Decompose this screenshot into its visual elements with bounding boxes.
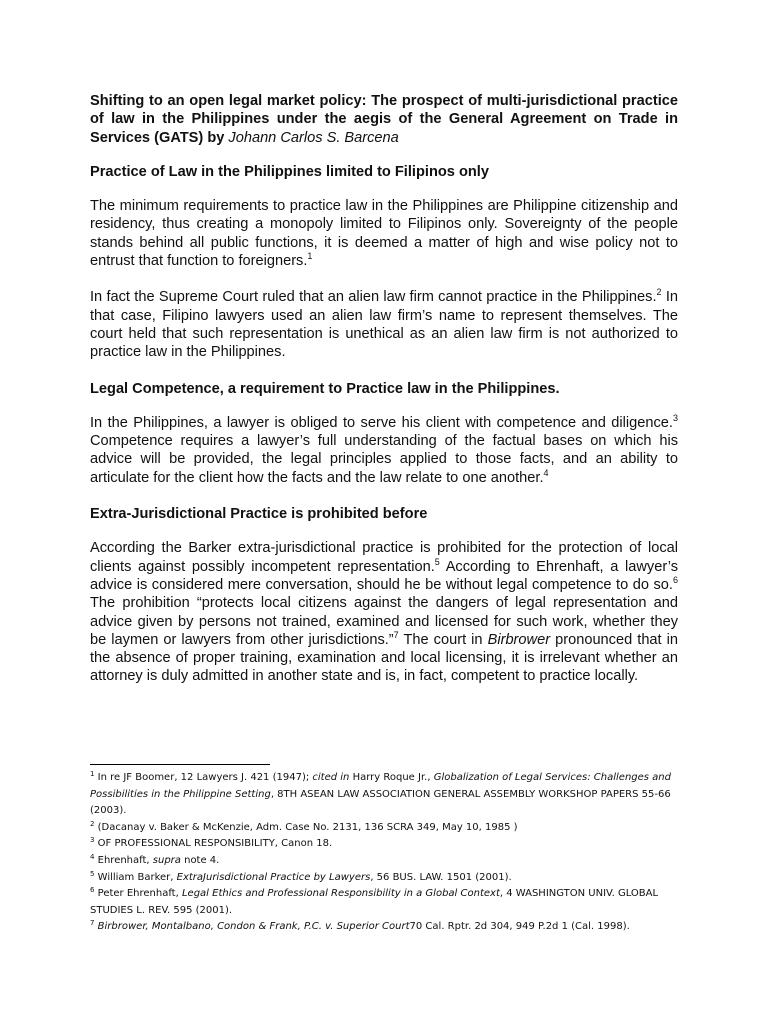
footnote-ref-3[interactable]: 3 <box>672 412 678 423</box>
document-body <box>90 92 678 704</box>
section-heading-practice: Practice of Law in the Philippines limited to Filipinos only <box>90 163 489 180</box>
paragraph-supreme-court: In fact the Supreme Court ruled that an alien law firm cannot practice in the Philippines.$^2$ In that case, Filipino lawyers used an alien law firm’s name to represent themselves. The court held that such representation is unethical as an alien law firm is not authorized to practice law in the Philippines. <box>90 287 678 361</box>
footnote-ref-6[interactable]: 6 <box>672 574 678 585</box>
footnote-1: $^1$ In re JF Boomer, 12 Lawyers J. 421 (1947); cited in Harry Roque Jr., Globalization of Legal Services: Challenges and Possibilities in the Philippine Setting, 8TH ASEAN LAW ASSOCIATION GENERAL ASSEMBLY WORKSHOP PAPERS 55-66 (2003). <box>90 770 671 817</box>
footnotes <box>90 770 690 936</box>
section-heading-competence: Legal Competence, a requirement to Practice law in the Philippines. <box>90 380 560 397</box>
footnote-2: $^2$ (Dacanay v. Baker & McKenzie, Adm. Case No. 2131, 136 SCRA 349, May 10, 1985 ) <box>90 819 518 833</box>
paragraph-extra-jurisdictional: According the Barker extra-jurisdictional practice is prohibited for the protection of local clients against possibly incompetent representation.$^5$ According to Ehrenhaft, a lawyer’s advice is considered mere conversation, should he be without legal competence to do so.$^6$ The prohibition “protects local citizens against the dangers of legal representation and advice given by persons not trained, examined and licensed for such work, whether they be laymen or lawyers from other jurisdictions.”$^7$ The court in Birbrower pronounced that in the absence of proper training, examination and local licensing, it is irrelevant whether an attorney is duly admitted in another state and is, in fact, competent to practice locally. <box>90 540 679 685</box>
footnote-3: $^3$ OF PROFESSIONAL RESPONSIBILITY, Canon 18. <box>90 836 333 850</box>
case-name-birbrower: Birbrower <box>487 631 551 648</box>
title-by: by <box>203 129 229 146</box>
footnote-separator <box>90 764 270 765</box>
title-author: Johann Carlos S. Barcena <box>228 129 399 146</box>
footnote-ref-2[interactable]: 2 <box>656 287 662 298</box>
document-title <box>90 92 678 147</box>
footnote-7: $^7$ Birbrower, Montalbano, Condon & Frank, P.C. v. Superior Court70 Cal. Rptr. 2d 304, 949 P.2d 1 (Cal. 1998). <box>90 919 630 933</box>
footnote-6: $^6$ Peter Ehrenhaft, Legal Ethics and Professional Responsibility in a Global Context, 4 WASHINGTON UNIV. GLOBAL STUDIES L. REV. 595 (2001). <box>90 886 659 916</box>
footnote-ref-1[interactable]: 1 <box>307 251 313 262</box>
footnote-ref-7[interactable]: 7 <box>393 629 399 640</box>
title-text: Shifting to an open legal market policy: The prospect of multi-jurisdictional practice of law in the Philippines under the aegis of the General Agreement on Trade in Services (GATS) <box>90 93 678 146</box>
paragraph-competence: In the Philippines, a lawyer is obliged to serve his client with competence and diligence.$^3$ Competence requires a lawyer’s full understanding of the factual bases on which his advice will be provided, the legal principles applied to those facts, and an ability to articulate for the client how the facts and the law relate to one another.$^4$ <box>90 412 678 486</box>
section-heading-extra-jurisdictional: Extra-Jurisdictional Practice is prohibited before <box>90 506 428 523</box>
footnote-ref-5[interactable]: 5 <box>434 556 440 567</box>
footnote-4: $^4$ Ehrenhaft, supra note 4. <box>90 852 220 866</box>
footnote-5: $^5$ William Barker, ExtraJurisdictional Practice by Lawyers, 56 BUS. LAW. 1501 (2001). <box>90 869 512 883</box>
footnote-ref-4[interactable]: 4 <box>543 467 549 478</box>
paragraph-requirements: The minimum requirements to practice law in the Philippines are Philippine citizenship and residency, thus creating a monopoly limited to Filipinos only. Sovereignty of the people stands behind all public functions, it is deemed a matter of high and wise policy not to entrust that function to foreigners.$^1$ <box>90 198 678 270</box>
